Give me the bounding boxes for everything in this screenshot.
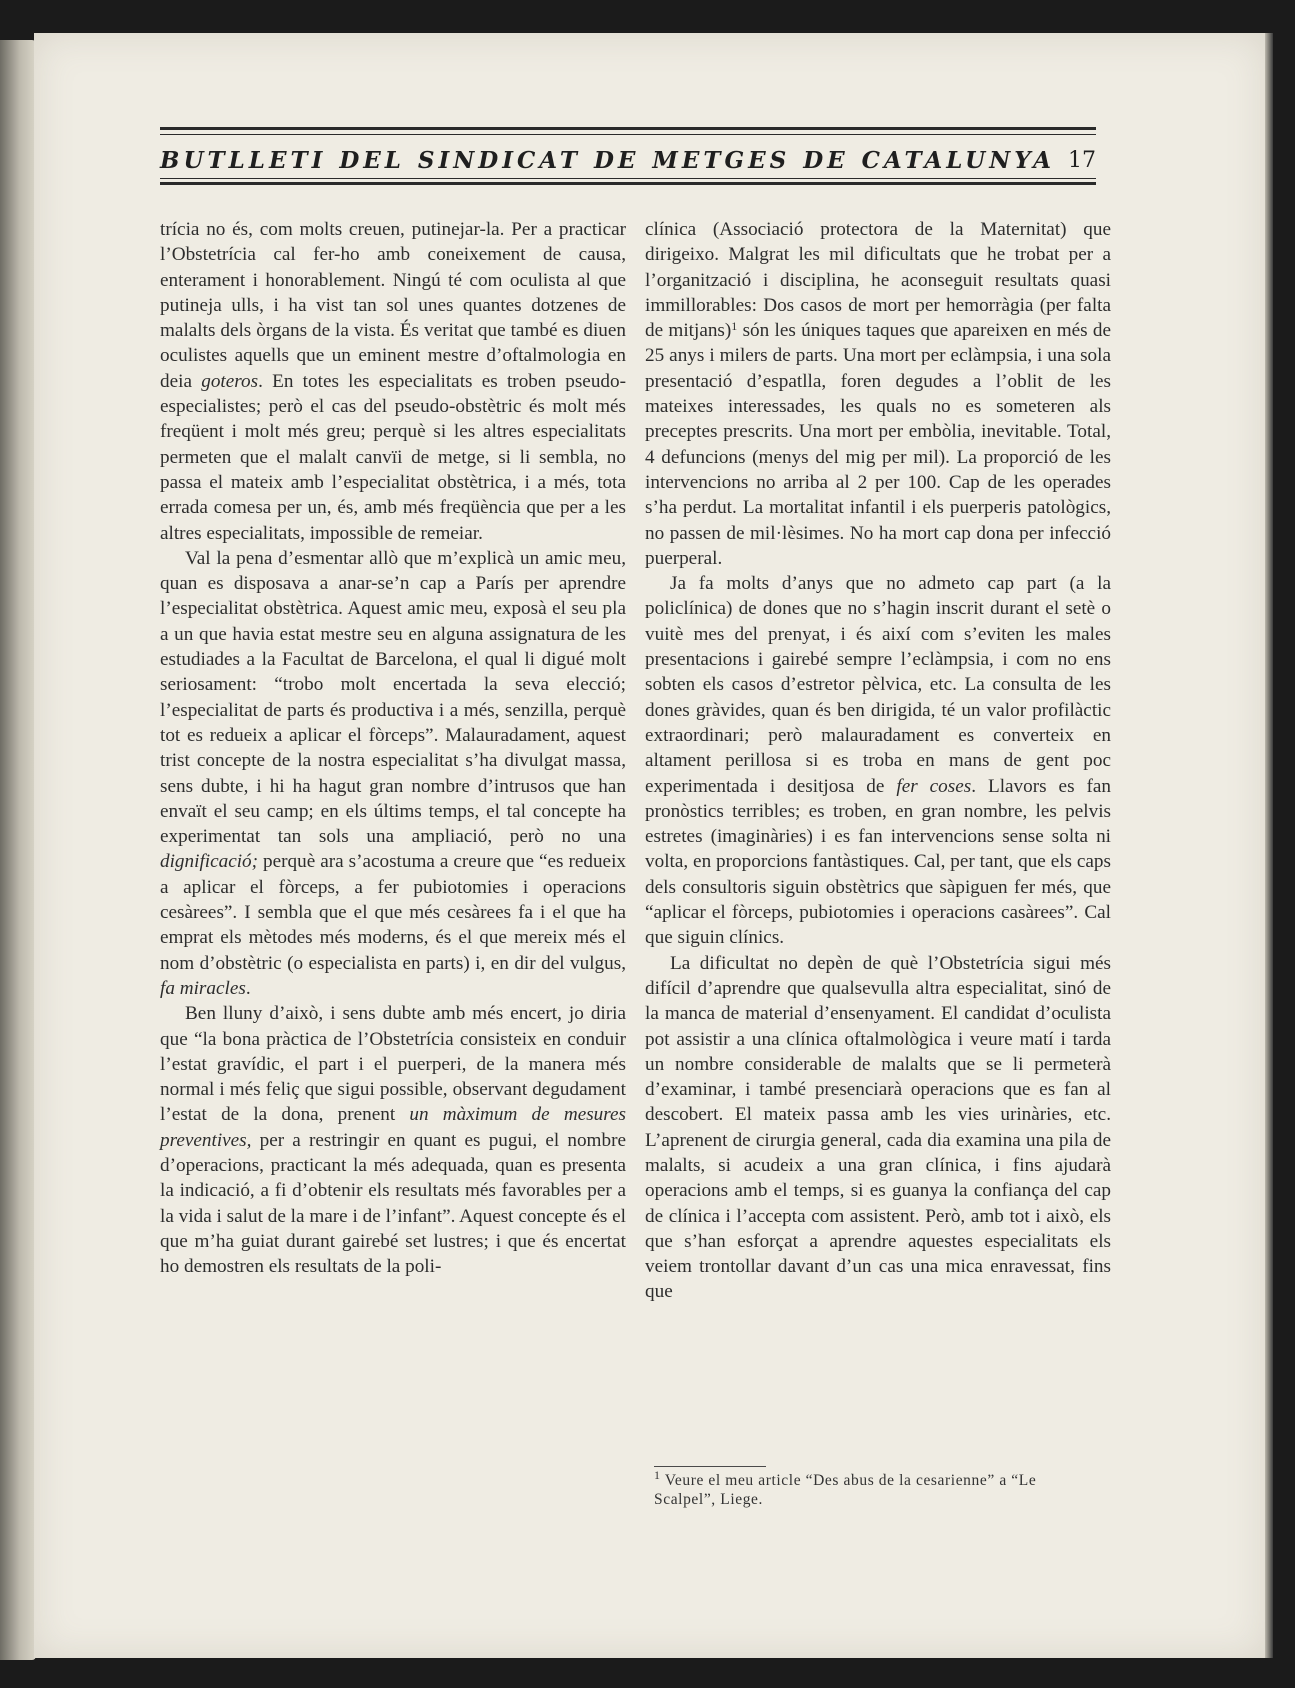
header-rule-bottom-thick (160, 182, 1096, 185)
italic-text: goteros (201, 370, 259, 392)
page-number: 17 (1067, 147, 1096, 173)
text-run: Ja fa molts d’anys que no admeto cap part (a la policlínica) de dones que no s’hagin inscrit durant el setè o vuitè mes del prenyat, i és així com s’eviten les males presentacions i gairebé sempre l’eclàmpsia, i com no ens sobten els casos d’estretor pèlvica, etc. La consulta de les dones gràvides, quan és ben dirigida, té un valor profilàctic extraordinari; però malauradament es converteix en altament perillosa si es troba en mans de gent poc experimentada i desitjosa de (645, 573, 1111, 797)
text-run: són les úniques taques que apareixen en més de 25 anys i milers de parts. Una mort per eclàmpsia, i una sola presentació d’espatlla, foren degudes a l’oblit de les mateixes interessades, les quals no es someteren als preceptes prescrits. Una mort per embòlia, inevitable. Total, 4 defuncions (menys del mig per mil). La proporció de les intervencions no arriba al 2 per 100. Cap de les operades s’ha perdut. La mortalitat infantil i els puerperis patològics, no passen de mil·lèsimes. No ha mort cap dona per infecció puerperal. (645, 320, 1112, 569)
text-run: perquè ara s’acostuma a creure que “es redueix a aplicar el fòrceps, a fer pubiotomies i operacions cesàrees”. I sembla que el que més cesàrees fa i el que ha emprat els mètodes més moderns, és el que mereix més el nom d’obstètric (o especialista en parts) i, en dir del vulgus, (160, 851, 626, 974)
right-column (645, 217, 1111, 1305)
footnote-rule (654, 1466, 766, 1467)
body-paragraph (645, 217, 1111, 571)
text-run: . (245, 977, 251, 999)
body-paragraph (160, 217, 626, 546)
text-run: . Llavors es fan pronòstics terribles; es troben, en gran nombre, les pelvis estretes (imaginàries) i es fan intervencions sense solta ni volta, en proporcions fantàstiques. Cal, per tant, que els caps dels consultoris siguin obstètrics que sàpiguen fer més, que “aplicar el fòrceps, pubiotomies i operacions casàrees”. Cal que siguin clínics. (645, 775, 1111, 949)
header-word: DEL (339, 146, 405, 174)
body-paragraph (645, 951, 1111, 1305)
header-word: BUTLLETI (160, 146, 327, 174)
header-word: DE (803, 146, 849, 174)
running-header (160, 140, 1096, 180)
header-word: SINDICAT (417, 146, 582, 174)
left-column (160, 217, 626, 1279)
header-rule-bottom-thin (160, 178, 1096, 179)
text-run: Ben lluny d’això, i sens dubte amb més encert, jo diria que “la bona pràctica de l’Obstetrícia consisteix en conduir l’estat gravídic, el part i el puerperi, de la manera més normal i més feliç que sigui possible, observant degudament l’estat de la dona, prenent (160, 1003, 626, 1126)
body-paragraph (160, 1001, 626, 1279)
footnote (654, 1468, 1094, 1509)
header-rule-top-thin (160, 134, 1096, 135)
italic-text: dignificació; (160, 851, 259, 873)
text-run: . En totes les especialitats es troben pseudo-especialistes; però el cas del pseudo-obstètric és molt més freqüent i molt més greu; perquè si les altres especialitats permeten que el malalt canvïi de metge, si li sembla, no passa el mateix amb l’especialitat obstètrica, i a més, tota errada comesa per un, és, amb més freqüència que per a les altres especialitats, impossible de remeiar. (160, 370, 626, 544)
header-word: METGES (652, 146, 791, 174)
italic-text: un màximum de mesures preventives, (160, 1104, 627, 1151)
footnote-marker: 1 (654, 1468, 661, 1482)
body-paragraph (160, 546, 626, 1001)
previous-page-edge (0, 40, 36, 1660)
body-paragraph (645, 571, 1111, 950)
text-run: per a restringir en quant es pugui, el nombre d’operacions, practicant la més adequada, quan es presenta la indicació, a fi d’obtenir els resultats més favorables per a la vida i salut de la mare i de l’infant”. Aquest concepte és el que m’ha guiat durant gairebé set lustres; i que és encertat ho demostren els resultats de la poli- (160, 1129, 626, 1278)
header-word: DE (593, 146, 640, 174)
italic-text: fa miracles (160, 977, 246, 999)
text-run: Val la pena d’esmentar allò que m’explicà un amic meu, quan es disposava a anar-se’n cap a París per aprendre l’especialitat obstètrica. Aquest amic meu, exposà el seu pla a un que havia estat mestre seu en alguna assignatura de les estudiades a la Facultat de Barcelona, el qual li digué molt seriosament: “trobo molt encertada la seva elecció; l’especialitat de parts és productiva i a més, senzilla, perquè tot es redueix a aplicar el fòrceps”. Malauradament, aquest trist concepte de la nostra especialitat s’ha divulgat massa, sens dubte, i hi ha hagut gran nombre d’intrusos que han envaït el seu camp; en els últims temps, el tal concepte ha experimentat tan sols una ampliació, però no una (160, 547, 626, 848)
header-word: CATALUNYA (861, 146, 1056, 174)
page-right-edge (1265, 33, 1273, 1658)
italic-text: fer coses (896, 775, 972, 797)
text-run: clínica (Associació protectora de la Maternitat) que dirigeixo. Malgrat les mil dificultats que he trobat per a l’organització i disciplina, he aconseguit resultats quasi immillorables: Dos casos de mort per hemorràgia (per falta de mitjans) (645, 219, 1111, 342)
text-run: trícia no és, com molts creuen, putinejar-la. Per a practicar l’Obstetrícia cal fer-ho amb coneixement de causa, enterament i honorablement. Ningú té com oculista al que putineja ulls, i ha vist tan sol unes quantes dotzenes de malalts dels òrgans de la vista. És veritat que també es diuen oculistes aquells que un eminent mestre d’oftalmologia en deia (160, 219, 626, 392)
footnote-reference: 1 (731, 319, 738, 334)
header-rule-top-thick (160, 127, 1096, 130)
footnote-text: Veure el meu article “Des abus de la cesarienne” a “Le Scalpel”, Liege. (654, 1472, 1037, 1508)
text-run: La dificultat no depèn de què l’Obstetrícia sigui més difícil d’aprendre que qualsevulla altra especialitat, sinó de la manca de material d’ensenyament. El candidat d’oculista pot assistir a una clínica oftalmològica i veure matí i tarda un nombre considerable de malalts que se li permeterà d’examinar, i també presenciarà operacions que es fan al descobert. El mateix passa amb les vies urinàries, etc. L’aprenent de cirurgia general, cada dia examina una pila de malalts, si acudeix a una gran clínica, i fins ajudarà operacions amb el temps, si es guanya la confiança del cap de clínica i l’accepta com assistent. Però, amb tot i això, els que s’han esforçat a aprendre aquestes especialitats els veiem trontollar davant d’un cas una mica enravessat, fins que (645, 952, 1111, 1303)
